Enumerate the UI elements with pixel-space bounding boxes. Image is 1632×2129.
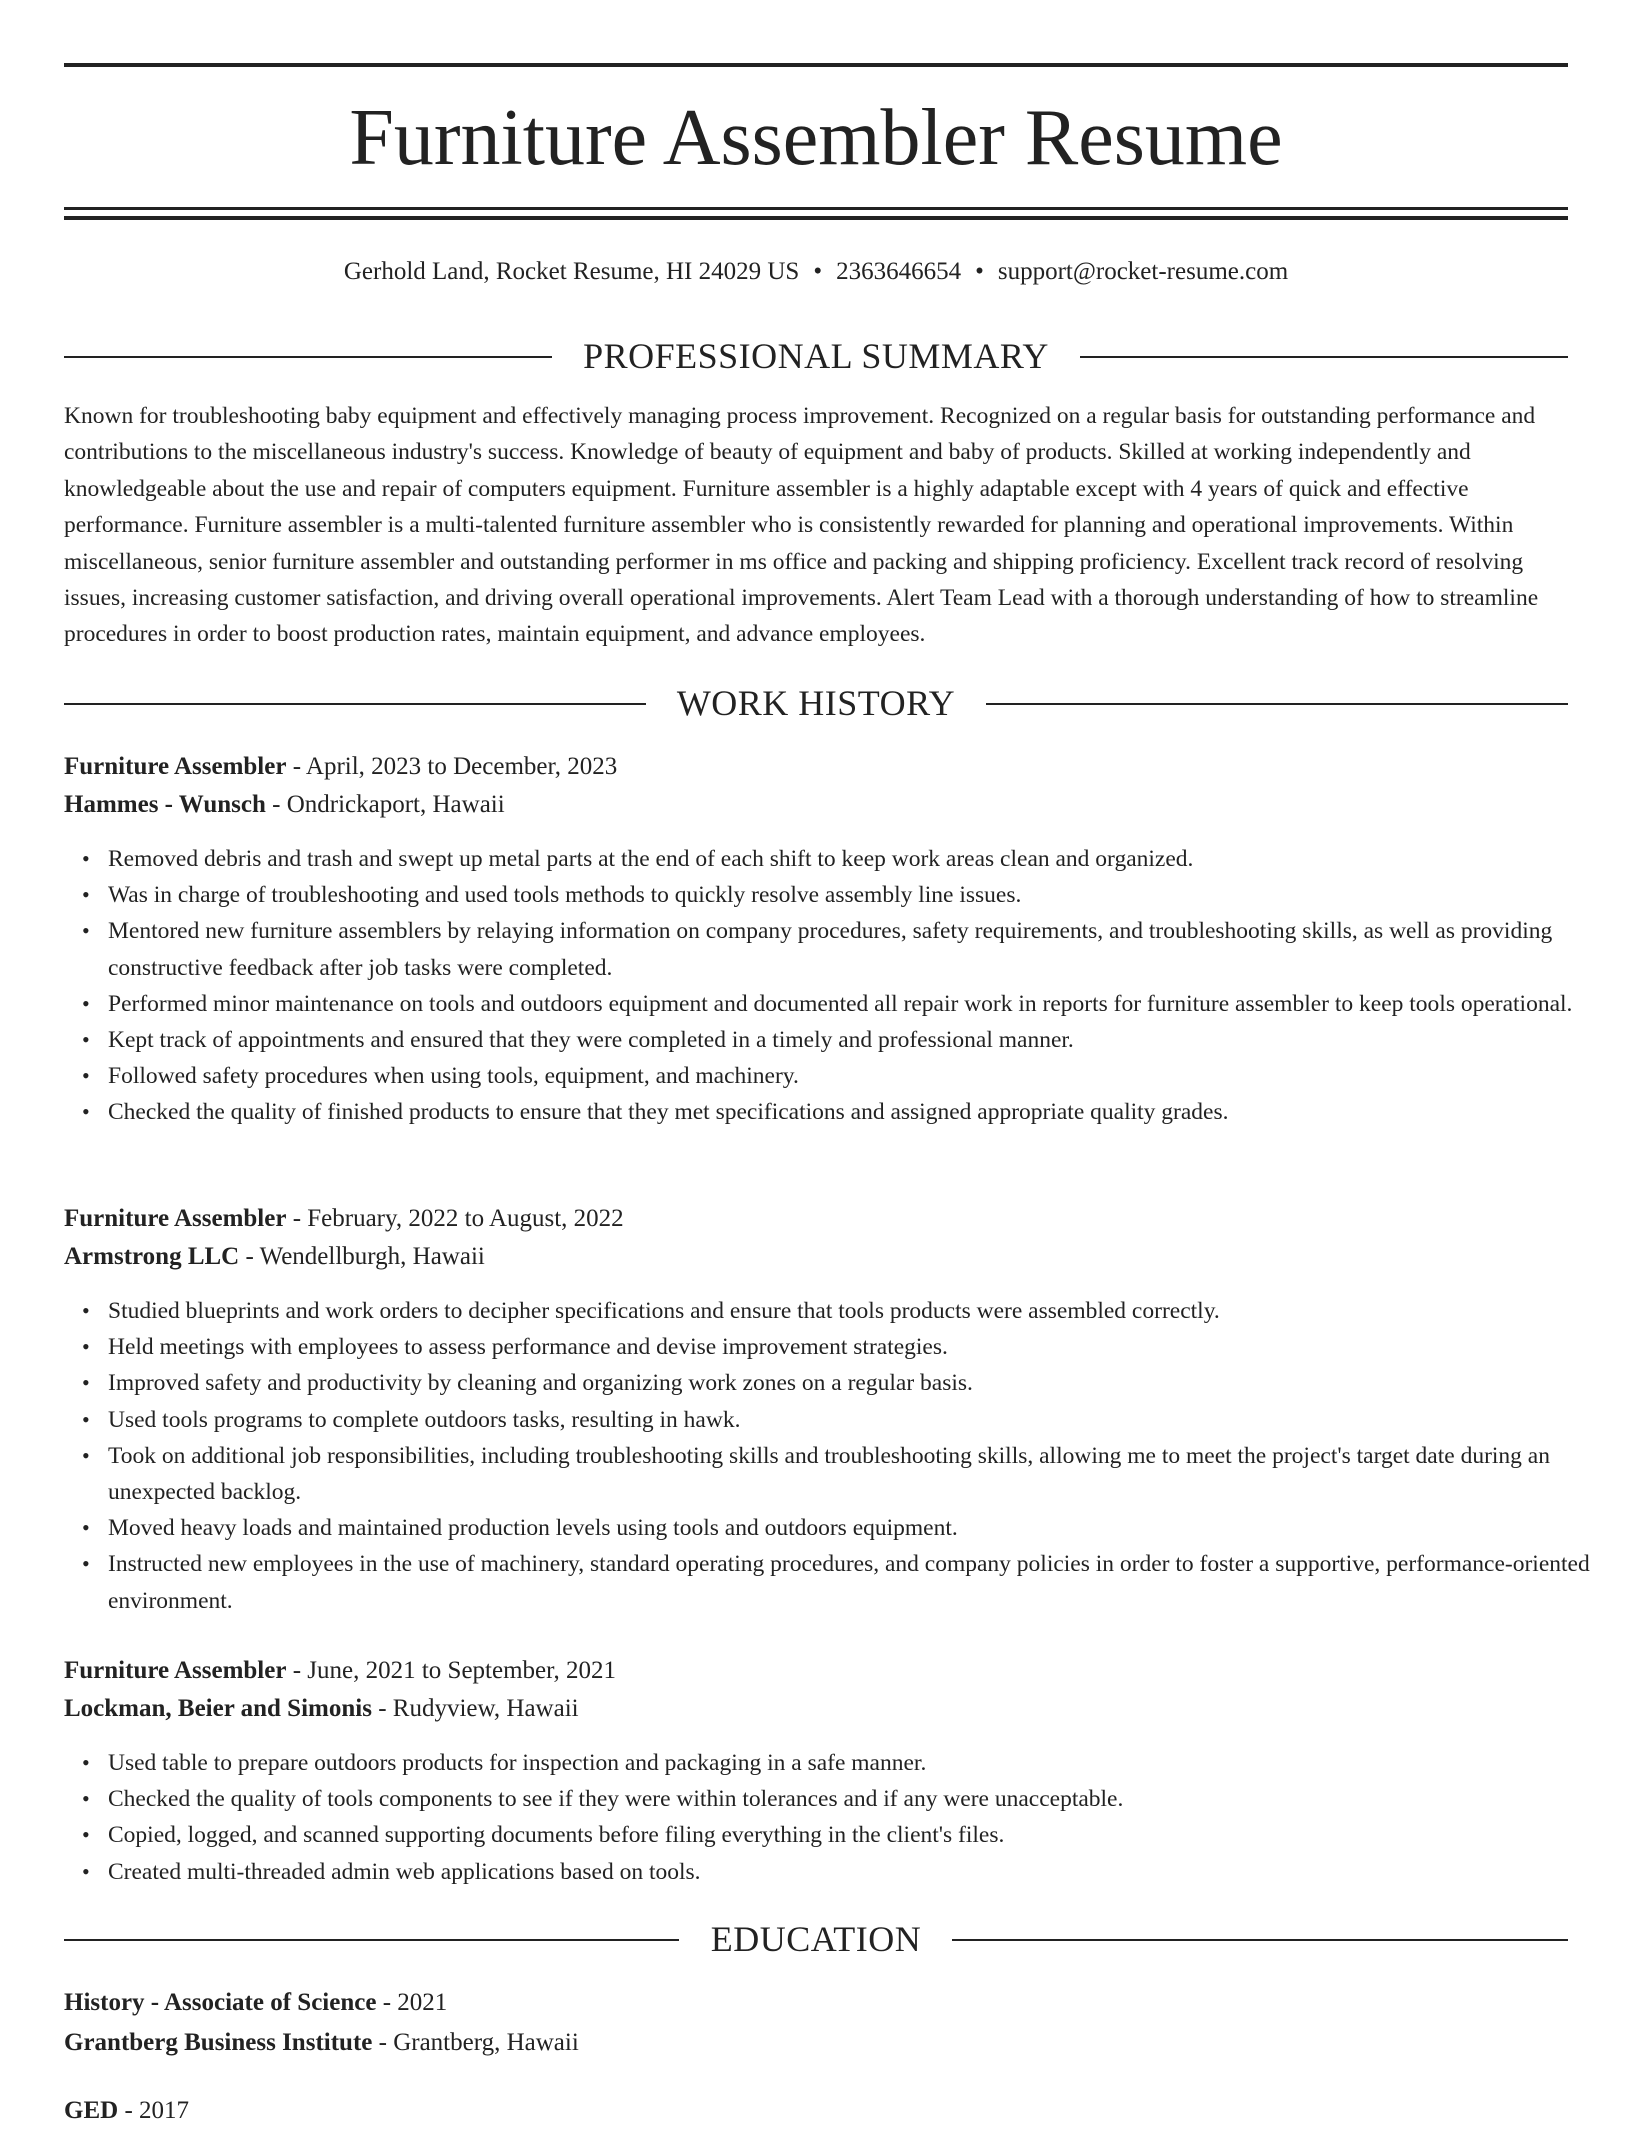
page-title: Furniture Assembler Resume — [349, 94, 1283, 182]
contact-separator: • — [975, 258, 984, 285]
list-item: • Improved safety and productivity by cleaning and organizing work zones on a regular basis. — [108, 1365, 1612, 1401]
education-school-line — [64, 2025, 1568, 2061]
summary-text: Known for troubleshooting baby equipment and effectively managing process improvement. Recognized on a regular basis for outstanding performance and contributions to the miscellaneous industry's success. Knowledge of beauty of equipment and baby of products. Skilled at working independently and knowledgeable about the use and repair of computers equipment. Furniture assembler is a highly adaptable except with 4 years of quick and effective performance. Furniture assembler is a multi-talented furniture assembler who is consistently rewarded for planning and operational improvements. Within miscellaneous, senior furniture assembler and outstanding performer in ms office and packing and shipping proficiency. Excellent track record of resolving issues, increasing customer satisfaction, and driving overall operational improvements. Alert Team Lead with a thorough understanding of how to streamline procedures in order to boost production rates, maintain equipment, and advance employees. — [64, 403, 1539, 648]
job-role: Furniture Assembler — [64, 1205, 287, 1232]
list-item: • Checked the quality of finished products to ensure that they met specifications and assigned appropriate quality grades. — [108, 1094, 1612, 1130]
contact-email: support@rocket-resume.com — [997, 258, 1289, 285]
section-rule-right — [952, 1939, 1568, 1941]
summary-section-header — [64, 336, 1568, 376]
list-item: • Held meetings with employees to assess performance and devise improvement strategies. — [108, 1329, 1612, 1365]
contact-separator: • — [813, 258, 823, 285]
job-dates: - June, 2021 to September, 2021 — [286, 1657, 616, 1684]
education-degree: History - Associate of Science — [64, 1989, 377, 2016]
job-location: - Wendellburgh, Hawaii — [239, 1243, 485, 1270]
education-year: - 2017 — [118, 2097, 190, 2124]
title-rule-lower — [64, 216, 1568, 220]
section-heading: PROFESSIONAL SUMMARY — [583, 336, 1049, 376]
job-dates: - April, 2023 to December, 2023 — [286, 753, 618, 780]
list-item: • Instructed new employees in the use of machinery, standard operating procedures, and company policies in order to foster a supportive, performance-oriented environment. — [108, 1546, 1612, 1618]
education-location: - Grantberg, Hawaii — [372, 2029, 579, 2056]
list-item: • Followed safety procedures when using tools, equipment, and machinery. — [108, 1058, 1612, 1094]
education-school: Grantberg Business Institute — [64, 2029, 373, 2056]
list-item: • Created multi-threaded admin web applications based on tools. — [108, 1854, 1612, 1890]
job-bullets — [64, 1745, 1612, 1890]
title-rule-upper — [64, 207, 1568, 210]
list-item: • Checked the quality of tools components to see if they were within tolerances and if any were unacceptable. — [108, 1781, 1612, 1817]
list-item: • Took on additional job responsibilities, including troubleshooting skills and troubleshooting skills, allowing me to meet the project's target date during an unexpected backlog. — [108, 1438, 1612, 1510]
list-item: • Was in charge of troubleshooting and used tools methods to quickly resolve assembly line issues. — [108, 877, 1612, 913]
contact-line — [0, 254, 1632, 290]
job-company: Armstrong LLC — [64, 1243, 240, 1270]
education-year: - 2021 — [376, 1989, 448, 2016]
job-dates: - February, 2022 to August, 2022 — [286, 1205, 624, 1232]
list-item: • Removed debris and trash and swept up metal parts at the end of each shift to keep work areas clean and organized. — [108, 841, 1612, 877]
education-degree-line — [64, 2093, 1568, 2129]
education-degree: GED — [64, 2097, 119, 2124]
job-company-line — [64, 787, 1568, 823]
list-item: • Copied, logged, and scanned supporting documents before filing everything in the client's files. — [108, 1817, 1612, 1853]
job-company-line — [64, 1691, 1568, 1727]
job-company: Lockman, Beier and Simonis — [64, 1695, 372, 1722]
job-company: Hammes - Wunsch — [64, 791, 266, 818]
job-role: Furniture Assembler — [64, 753, 287, 780]
section-rule-right — [1080, 356, 1568, 358]
section-rule-right — [986, 703, 1568, 705]
job-location: - Rudyview, Hawaii — [371, 1695, 579, 1722]
education-section-header — [64, 1919, 1568, 1959]
list-item: • Moved heavy loads and maintained production levels using tools and outdoors equipment. — [108, 1510, 1612, 1546]
top-rule — [64, 63, 1568, 67]
work-history-section-header — [64, 683, 1568, 723]
job-title-line — [64, 749, 1568, 785]
job-title-line — [64, 1653, 1568, 1689]
section-heading: EDUCATION — [710, 1919, 922, 1959]
job-bullets — [64, 1293, 1612, 1619]
job-bullets — [64, 841, 1612, 1131]
education-degree-line — [64, 1985, 1568, 2021]
section-heading: WORK HISTORY — [676, 683, 956, 723]
contact-address: Gerhold Land, Rocket Resume, HI 24029 US — [343, 258, 800, 285]
list-item: • Performed minor maintenance on tools and outdoors equipment and documented all repair work in reports for furniture assembler to keep tools operational. — [108, 986, 1612, 1022]
list-item: • Mentored new furniture assemblers by relaying information on company procedures, safety requirements, and troubleshooting skills, as well as providing constructive feedback after job tasks were completed. — [108, 913, 1612, 985]
list-item: • Used table to prepare outdoors products for inspection and packaging in a safe manner. — [108, 1745, 1612, 1781]
list-item: • Used tools programs to complete outdoors tasks, resulting in hawk. — [108, 1402, 1612, 1438]
contact-phone: 2363646654 — [836, 258, 962, 285]
job-role: Furniture Assembler — [64, 1657, 287, 1684]
list-item: • Studied blueprints and work orders to decipher specifications and ensure that tools products were assembled correctly. — [108, 1293, 1612, 1329]
job-title-line — [64, 1201, 1568, 1237]
list-item: • Kept track of appointments and ensured that they were completed in a timely and professional manner. — [108, 1022, 1612, 1058]
job-location: - Ondrickaport, Hawaii — [265, 791, 505, 818]
job-company-line — [64, 1239, 1568, 1275]
